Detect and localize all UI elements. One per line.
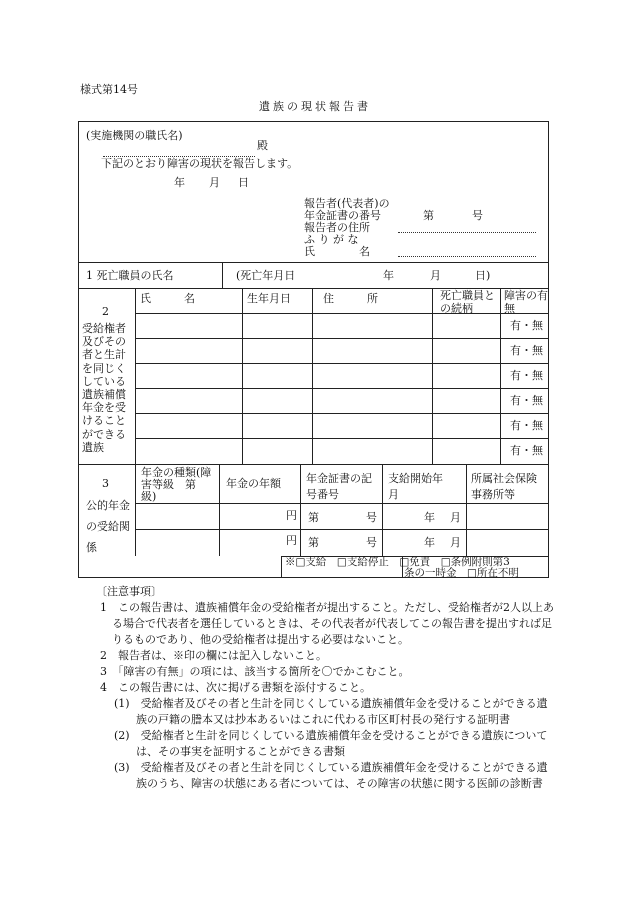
note-3: 3 「障害の有無」の項には、該当する箇所を〇でかこむこと。 bbox=[100, 665, 410, 678]
start-year-1: 年 bbox=[424, 511, 435, 524]
report-form bbox=[78, 121, 559, 578]
note-4: 4 この報告書には、次に掲げる書類を添付すること。 bbox=[100, 681, 371, 694]
start-year-2: 年 bbox=[424, 536, 435, 549]
note-4-sub-3: (3) 受給権者及びその者と生計を同じくしている遺族補償年金を受けることができる遺族のうち、障害の状態にある者については、その障害の状態に関する医師の診断書 bbox=[114, 761, 548, 790]
note-4-sub-1: (1) 受給権者及びその者と生計を同じくしている遺族補償年金を受けることができる遺族の戸籍の謄本又は抄本あるいはこれに代わる市区町村長の発行する証明書 bbox=[114, 697, 548, 726]
start-month-1: 月 bbox=[450, 511, 461, 524]
header-start: 支給開始年 月 bbox=[388, 472, 465, 501]
note-2: 2 報告者は、※印の欄には記入しないこと。 bbox=[100, 649, 327, 662]
cert-go-1: 号 bbox=[366, 511, 377, 524]
section3-label: 公的年金の受給関係 bbox=[86, 499, 130, 554]
cert-dai-1: 第 bbox=[308, 511, 319, 524]
reporter-label-2: 年金証書の番号 bbox=[304, 209, 381, 222]
section2-number: 2 bbox=[102, 305, 109, 318]
disability-choice-row-6[interactable]: 有・無 bbox=[510, 444, 543, 457]
disability-choice-row-2[interactable]: 有・無 bbox=[510, 344, 543, 357]
date-year-label: 年 bbox=[174, 176, 185, 189]
notes-heading: 〔注意事項〕 bbox=[96, 585, 162, 598]
reporter-label-1: 報告者(代表者)の bbox=[304, 197, 390, 210]
death-date-label: (死亡年月日 bbox=[236, 269, 296, 282]
document-title: 遺族の現状報告書 bbox=[259, 100, 371, 113]
cert-dai-2: 第 bbox=[308, 536, 319, 549]
date-month-label: 月 bbox=[209, 176, 220, 189]
date-day-label: 日 bbox=[238, 176, 249, 189]
header-address: 住 所 bbox=[323, 292, 378, 305]
cert-no-prefix: 第 bbox=[423, 209, 434, 222]
header-disability: 障害の有 無 bbox=[504, 289, 559, 315]
death-day-label: 日) bbox=[475, 269, 491, 282]
header-name: 氏 名 bbox=[140, 292, 195, 305]
disability-choice-row-3[interactable]: 有・無 bbox=[510, 369, 543, 382]
official-use-line-1: ※□支給 □支給停止 □免責 □条例附則第3 bbox=[285, 556, 510, 568]
section1-label: 1 死亡職員の氏名 bbox=[86, 269, 174, 282]
note-4-sub-2: (2) 受給権者と生計を同じくしている遺族補償年金を受けることができる遺族については、その事実を証明することができる書類 bbox=[114, 729, 548, 758]
yen-unit-1: 円 bbox=[286, 509, 297, 522]
agency-label: (実施機関の職氏名) bbox=[86, 129, 183, 142]
reporter-label-4: ふ り が な bbox=[304, 233, 359, 246]
official-use-line-2: 条の一時金 □所在不明 bbox=[404, 567, 519, 579]
reporter-label-3: 報告者の住所 bbox=[304, 221, 370, 234]
disability-choice-row-4[interactable]: 有・無 bbox=[510, 394, 543, 407]
honorific: 殿 bbox=[257, 139, 268, 152]
cert-no-suffix: 号 bbox=[472, 209, 483, 222]
disability-choice-row-1[interactable]: 有・無 bbox=[510, 319, 543, 332]
header-pension-type: 年金の種類(障害等級 第 級) bbox=[141, 466, 212, 503]
form-number: 様式第14号 bbox=[80, 83, 138, 96]
header-office: 所属社会保険事務所等 bbox=[471, 472, 537, 501]
header-dob: 生年月日 bbox=[247, 292, 291, 305]
yen-unit-2: 円 bbox=[286, 534, 297, 547]
disability-choice-row-5[interactable]: 有・無 bbox=[510, 419, 543, 432]
intro-text: 下記のとおり障害の現状を報告します。 bbox=[101, 157, 299, 170]
header-amount: 年金の年額 bbox=[226, 477, 281, 490]
death-month-label: 月 bbox=[430, 269, 441, 282]
note-1: 1 この報告書は、遺族補償年金の受給権者が提出すること。ただし、受給権者が2人以上ある場合で代表者を選任しているときは、その代表者が代表してこの報告書を提出すれば足りるものであり、他の受給権者は提出する必要はないこと。 bbox=[100, 601, 554, 646]
header-relationship: 死亡職員との続柄 bbox=[440, 289, 495, 315]
section2-label: 受給権者及びその者と生計を同じくしている遺族補償年金を受けることができる遺族 bbox=[82, 322, 126, 454]
reporter-name-field[interactable] bbox=[398, 247, 536, 259]
header-cert-number: 年金証書の記号番号 bbox=[306, 472, 372, 501]
cert-go-2: 号 bbox=[366, 536, 377, 549]
start-month-2: 月 bbox=[450, 536, 461, 549]
death-year-label: 年 bbox=[383, 269, 394, 282]
section3-number: 3 bbox=[102, 477, 109, 490]
reporter-address-field[interactable] bbox=[398, 223, 536, 235]
reporter-label-5: 氏 名 bbox=[304, 245, 370, 258]
notes-section bbox=[96, 584, 558, 792]
